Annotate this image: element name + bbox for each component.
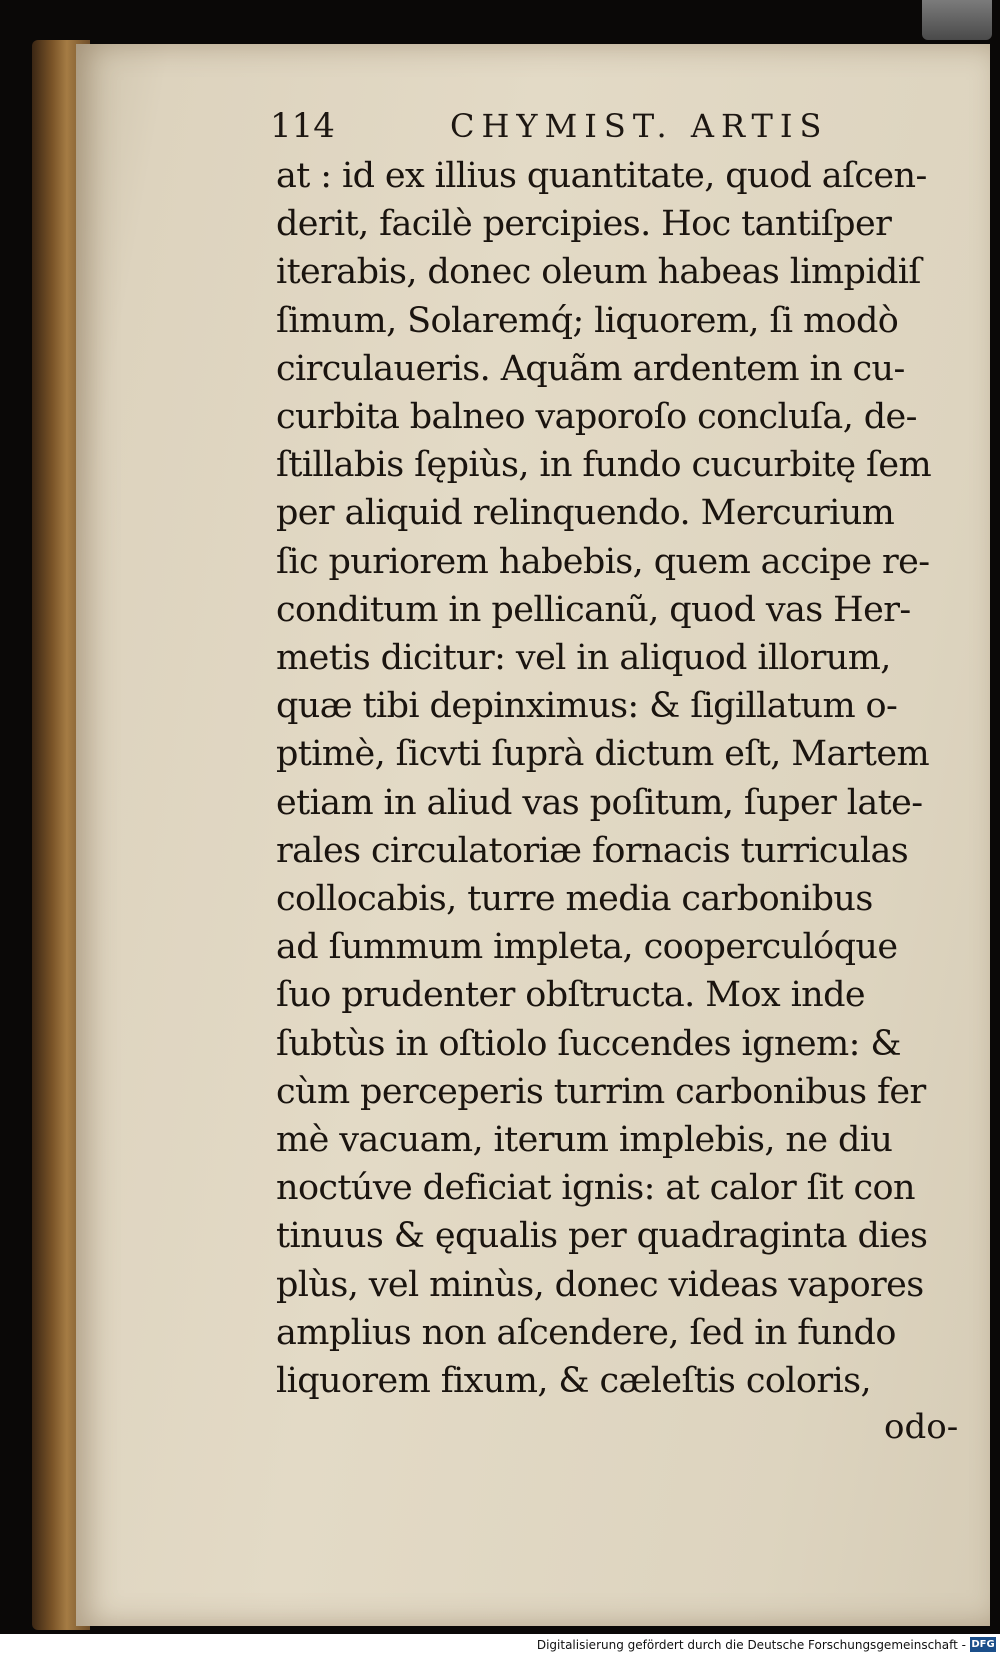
text-line: mè vacuam, iterum implebis, ne diu: [276, 1120, 893, 1161]
text-line: circulaueris. Aquãm ardentem in cu-: [276, 348, 905, 389]
color-reference-tab: [922, 0, 992, 40]
text-line: at : id ex illius quantitate, quod aſcen-: [276, 156, 927, 196]
text-line: noctúve deficiat ignis: at calor ſit con: [276, 1168, 915, 1209]
text-line: liquorem fixum, & cæleſtis coloris,: [276, 1361, 871, 1402]
body-text: [276, 152, 976, 1405]
text-line: derit, facilè percipies. Hoc tantiſper: [276, 204, 892, 245]
running-head: [270, 104, 890, 148]
digitization-footer: [0, 1634, 1000, 1656]
text-line: etiam in aliud vas poſitum, ſuper late-: [276, 782, 923, 823]
text-line: tinuus & ęqualis per quadraginta dies: [276, 1216, 928, 1257]
text-line: collocabis, turre media carbonibus: [276, 879, 873, 920]
text-line: per aliquid relinquendo. Mercurium: [276, 493, 895, 534]
text-line: ptimè, ſicvti ſuprà dictum eſt, Martem: [276, 734, 930, 775]
text-line: ſic puriorem habebis, quem accipe re-: [276, 541, 930, 582]
text-line: ſubtùs in oſtiolo ſuccendes ignem: &: [276, 1023, 901, 1064]
text-line: amplius non aſcendere, ſed in fundo: [276, 1312, 896, 1353]
funding-credit: Digitalisierung gefördert durch die Deutsche Forschungsgemeinschaft -: [536, 1638, 966, 1652]
text-line: ſimum, Solaremq́; liquorem, ſi modò: [276, 300, 899, 341]
text-line: ſtillabis ſępiùs, in fundo cucurbitę ſem: [276, 445, 932, 486]
text-line: ad ſummum impleta, cooperculóque: [276, 927, 898, 968]
text-line: iterabis, donec oleum habeas limpidiſ: [276, 252, 921, 293]
page-number: 114: [270, 106, 335, 146]
text-line: cùm perceperis turrim carbonibus fer: [276, 1071, 926, 1112]
text-line: quæ tibi depinximus: & ſigillatum o-: [276, 686, 898, 727]
text-line: conditum in pellicanũ, quod vas Her-: [276, 589, 911, 630]
catchword: odo-: [884, 1407, 959, 1447]
text-line: ſuo prudenter obſtructa. Mox inde: [276, 975, 866, 1016]
running-title: CHYMIST. ARTIS: [450, 107, 829, 145]
dfg-logo: DFG: [971, 1639, 995, 1650]
text-line: plùs, vel minùs, donec videas vapores: [276, 1264, 924, 1305]
text-line: metis dicitur: vel in aliquod illorum,: [276, 638, 891, 679]
text-line: curbita balneo vaporoſo concluſa, de-: [276, 397, 917, 438]
text-line: rales circulatoriæ fornacis turriculas: [276, 830, 909, 871]
